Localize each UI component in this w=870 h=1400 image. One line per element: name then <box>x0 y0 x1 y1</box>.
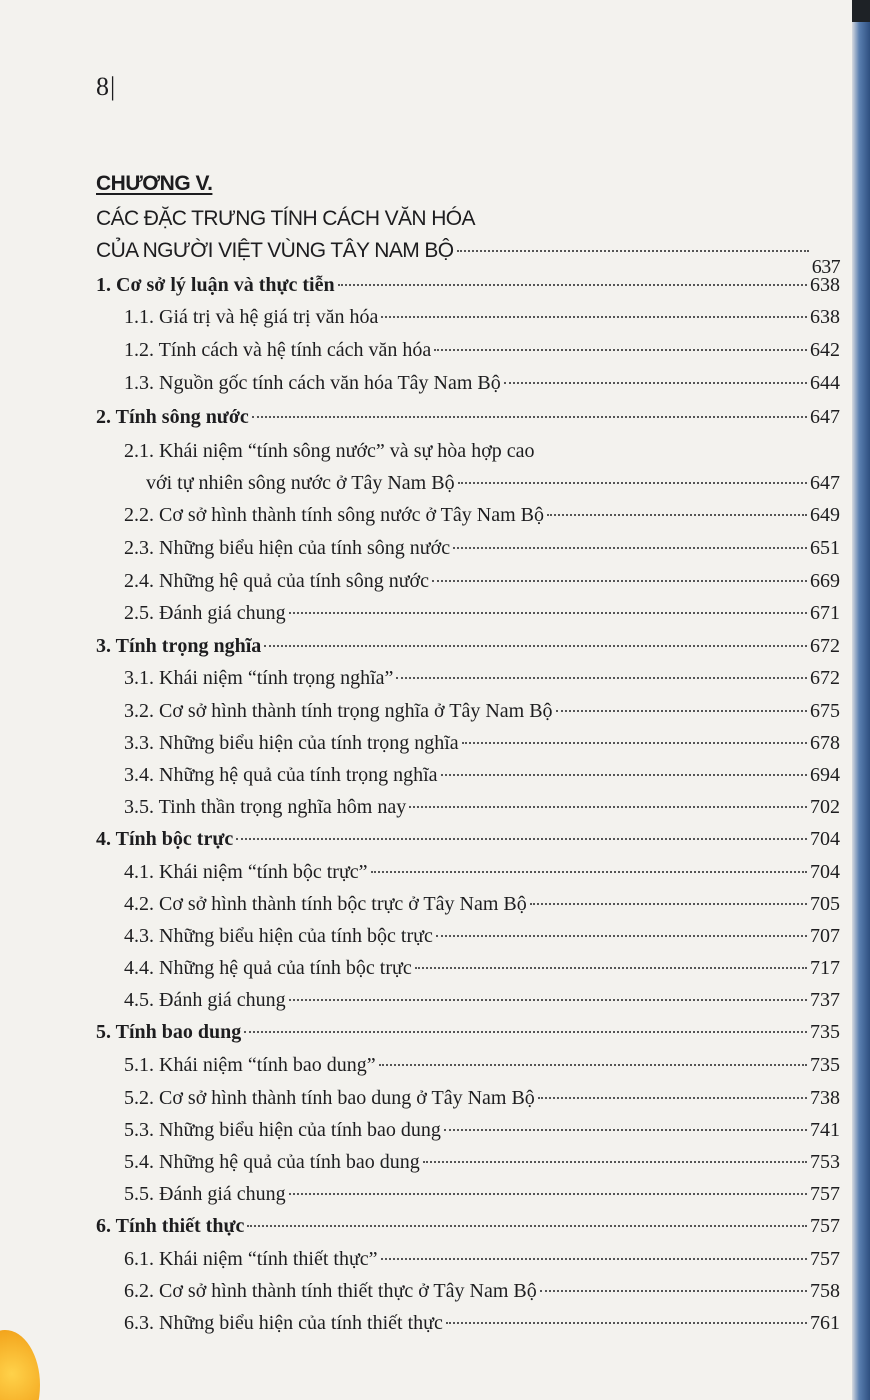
toc-entry[interactable] <box>124 953 840 983</box>
toc-entry-page: 702 <box>810 796 840 818</box>
toc-entry-title: 4.3. Những biểu hiện của tính bộc trực <box>124 925 433 947</box>
leader-dots <box>441 774 807 776</box>
toc-entry[interactable] <box>124 598 840 628</box>
toc-entry[interactable] <box>124 1276 840 1306</box>
leader-dots <box>458 482 807 484</box>
toc-entry-title: 6.1. Khái niệm “tính thiết thực” <box>124 1248 378 1270</box>
toc-entry-title: 6.3. Những biểu hiện của tính thiết thực <box>124 1312 443 1334</box>
leader-dots <box>409 806 807 808</box>
leader-dots <box>396 677 807 679</box>
toc-entry-page: 671 <box>810 602 840 624</box>
toc-entry-page: 737 <box>810 989 840 1011</box>
leader-dots <box>236 838 807 840</box>
toc-entry-page: 678 <box>810 732 840 754</box>
toc-entry[interactable] <box>124 760 840 790</box>
chapter-label: CHƯƠNG V. <box>96 172 213 195</box>
toc-entry-title: 2.4. Những hệ quả của tính sông nước <box>124 570 429 592</box>
leader-dots <box>432 580 807 582</box>
leader-dots <box>379 1064 807 1066</box>
toc-entry-title: 3.3. Những biểu hiện của tính trọng nghĩa <box>124 732 459 754</box>
toc-entry[interactable] <box>124 335 840 365</box>
leader-dots <box>423 1161 807 1163</box>
toc-entry[interactable] <box>124 921 840 951</box>
leader-dots <box>244 1031 807 1033</box>
leader-dots <box>289 612 807 614</box>
toc-entry-title: 1. Cơ sở lý luận và thực tiễn <box>96 274 335 296</box>
toc-entry-title: 3.2. Cơ sở hình thành tính trọng nghĩa ở Tây Nam Bộ <box>124 700 553 722</box>
toc-entry-page: 675 <box>810 700 840 722</box>
toc-entry-page: 735 <box>810 1021 840 1043</box>
toc-entry-title: 3.1. Khái niệm “tính trọng nghĩa” <box>124 667 394 689</box>
toc-entry[interactable] <box>124 566 840 596</box>
book-edge <box>852 0 870 1400</box>
chapter-page: 637 <box>811 256 840 278</box>
toc-entry-page: 757 <box>810 1248 840 1270</box>
toc-entry-page: 707 <box>810 925 840 947</box>
toc-entry[interactable] <box>124 857 840 887</box>
toc-entry[interactable] <box>124 696 840 726</box>
toc-entry-page: 758 <box>810 1280 840 1302</box>
toc-entry-page: 753 <box>810 1151 840 1173</box>
toc-entry-page: 638 <box>810 274 840 296</box>
toc-entry-page: 694 <box>810 764 840 786</box>
toc-entry[interactable] <box>96 402 840 432</box>
chapter-title-line1: CÁC ĐẶC TRƯNG TÍNH CÁCH VĂN HÓA <box>96 207 475 230</box>
toc-entry-page: 757 <box>810 1183 840 1205</box>
leader-dots <box>538 1097 807 1099</box>
toc-entry-page: 647 <box>810 406 840 428</box>
leader-dots <box>434 349 807 351</box>
toc-entry-title: 4.5. Đánh giá chung <box>124 989 286 1011</box>
toc-entry[interactable] <box>124 1244 840 1274</box>
leader-dots <box>547 514 807 516</box>
toc-entry-page: 757 <box>810 1215 840 1237</box>
toc-entry-title: 5. Tính bao dung <box>96 1021 242 1043</box>
toc-entry[interactable] <box>96 1211 840 1241</box>
book-edge-shadow <box>852 0 870 22</box>
leader-dots <box>252 416 807 418</box>
toc-entry[interactable] <box>146 468 840 498</box>
leader-dots <box>462 742 807 744</box>
toc-entry[interactable] <box>124 1115 840 1145</box>
toc-entry[interactable] <box>124 500 840 530</box>
toc-entry-page: 642 <box>810 339 840 361</box>
toc-entry-page: 717 <box>810 957 840 979</box>
leader-dots <box>540 1290 807 1292</box>
toc-entry-title: 4. Tính bộc trực <box>96 828 234 850</box>
toc-entry[interactable] <box>124 1308 840 1338</box>
toc-entry-title: 1.1. Giá trị và hệ giá trị văn hóa <box>124 306 379 328</box>
toc-entry[interactable] <box>96 631 840 661</box>
page-number: 8| <box>96 72 117 101</box>
toc-entry-title: 4.4. Những hệ quả của tính bộc trực <box>124 957 412 979</box>
toc-entry-title: 4.2. Cơ sở hình thành tính bộc trực ở Tây Nam Bộ <box>124 893 527 915</box>
leader-dots <box>530 903 807 905</box>
toc-entry-page: 649 <box>810 504 840 526</box>
leader-dots <box>457 250 809 252</box>
toc-entry-page: 761 <box>810 1312 840 1334</box>
toc-entry[interactable] <box>124 302 840 332</box>
toc-entry-title: 5.1. Khái niệm “tính bao dung” <box>124 1054 376 1076</box>
toc-entry[interactable] <box>124 1050 840 1080</box>
toc-entry-title: 2.1. Khái niệm “tính sông nước” và sự hòa hợp cao <box>124 440 535 462</box>
toc-entry-title: 4.1. Khái niệm “tính bộc trực” <box>124 861 368 883</box>
toc-entry-title: 2.2. Cơ sở hình thành tính sông nước ở Tây Nam Bộ <box>124 504 544 526</box>
toc-entry[interactable] <box>124 663 840 693</box>
toc-entry-page: 735 <box>810 1054 840 1076</box>
toc-entry-title: 1.3. Nguồn gốc tính cách văn hóa Tây Nam Bộ <box>124 372 501 394</box>
leader-dots <box>264 645 807 647</box>
toc-entry-page: 647 <box>810 472 840 494</box>
leader-dots <box>289 999 807 1001</box>
toc-entry-page: 705 <box>810 893 840 915</box>
leader-dots <box>381 316 807 318</box>
toc-entry-title: 5.5. Đánh giá chung <box>124 1183 286 1205</box>
toc-entry-page: 669 <box>810 570 840 592</box>
toc-entry[interactable] <box>124 1179 840 1209</box>
toc-entry-page: 741 <box>810 1119 840 1141</box>
toc-entry-page: 672 <box>810 635 840 657</box>
toc-entry[interactable] <box>96 1017 840 1047</box>
toc-entry[interactable] <box>124 728 840 758</box>
toc-entry[interactable] <box>124 985 840 1015</box>
leader-dots <box>436 935 807 937</box>
chapter-title-line2-row <box>96 236 840 278</box>
toc-entry-title: 2.3. Những biểu hiện của tính sông nước <box>124 537 451 559</box>
toc-entry-page: 738 <box>810 1087 840 1109</box>
leader-dots <box>453 547 807 549</box>
leader-dots <box>338 284 807 286</box>
toc-entry-page: 704 <box>810 861 840 883</box>
leader-dots <box>381 1258 807 1260</box>
toc-entry[interactable] <box>96 270 840 300</box>
toc-entry-title: 2.5. Đánh giá chung <box>124 602 286 624</box>
chapter-title-line2: CỦA NGƯỜI VIỆT VÙNG TÂY NAM BỘ <box>96 239 454 262</box>
toc-entry-title: 3.4. Những hệ quả của tính trọng nghĩa <box>124 764 438 786</box>
leader-dots <box>289 1193 807 1195</box>
leader-dots <box>444 1129 807 1131</box>
toc-entry[interactable] <box>124 1083 840 1113</box>
toc-entry[interactable] <box>124 436 840 466</box>
leader-dots <box>556 710 807 712</box>
toc-entry[interactable] <box>124 368 840 398</box>
leader-dots <box>446 1322 807 1324</box>
toc-entry-title: 5.3. Những biểu hiện của tính bao dung <box>124 1119 441 1141</box>
toc-entry[interactable] <box>124 1147 840 1177</box>
toc-entry-title: 6.2. Cơ sở hình thành tính thiết thực ở Tây Nam Bộ <box>124 1280 537 1302</box>
toc-entry-page: 644 <box>810 372 840 394</box>
toc-entry-title: 2. Tính sông nước <box>96 406 249 428</box>
leader-dots <box>371 871 807 873</box>
toc-entry-title: 5.2. Cơ sở hình thành tính bao dung ở Tây Nam Bộ <box>124 1087 535 1109</box>
toc-entry-title: 3.5. Tinh thần trọng nghĩa hôm nay <box>124 796 407 818</box>
toc-entry-title: với tự nhiên sông nước ở Tây Nam Bộ <box>146 472 455 494</box>
toc-entry-page: 672 <box>810 667 840 689</box>
toc-entry-title: 5.4. Những hệ quả của tính bao dung <box>124 1151 420 1173</box>
toc-entry-page: 704 <box>810 828 840 850</box>
toc-entry[interactable] <box>124 792 840 822</box>
leader-dots <box>415 967 807 969</box>
toc-entry-title: 1.2. Tính cách và hệ tính cách văn hóa <box>124 339 432 361</box>
toc-entry[interactable] <box>124 889 840 919</box>
toc-entry-page: 638 <box>810 306 840 328</box>
toc-entry[interactable] <box>96 824 840 854</box>
toc-entry[interactable] <box>124 533 840 563</box>
leader-dots <box>504 382 807 384</box>
toc-entry-title: 6. Tính thiết thực <box>96 1215 245 1237</box>
toc-entry-page: 651 <box>810 537 840 559</box>
toc-entry-title: 3. Tính trọng nghĩa <box>96 635 262 657</box>
leader-dots <box>247 1225 807 1227</box>
